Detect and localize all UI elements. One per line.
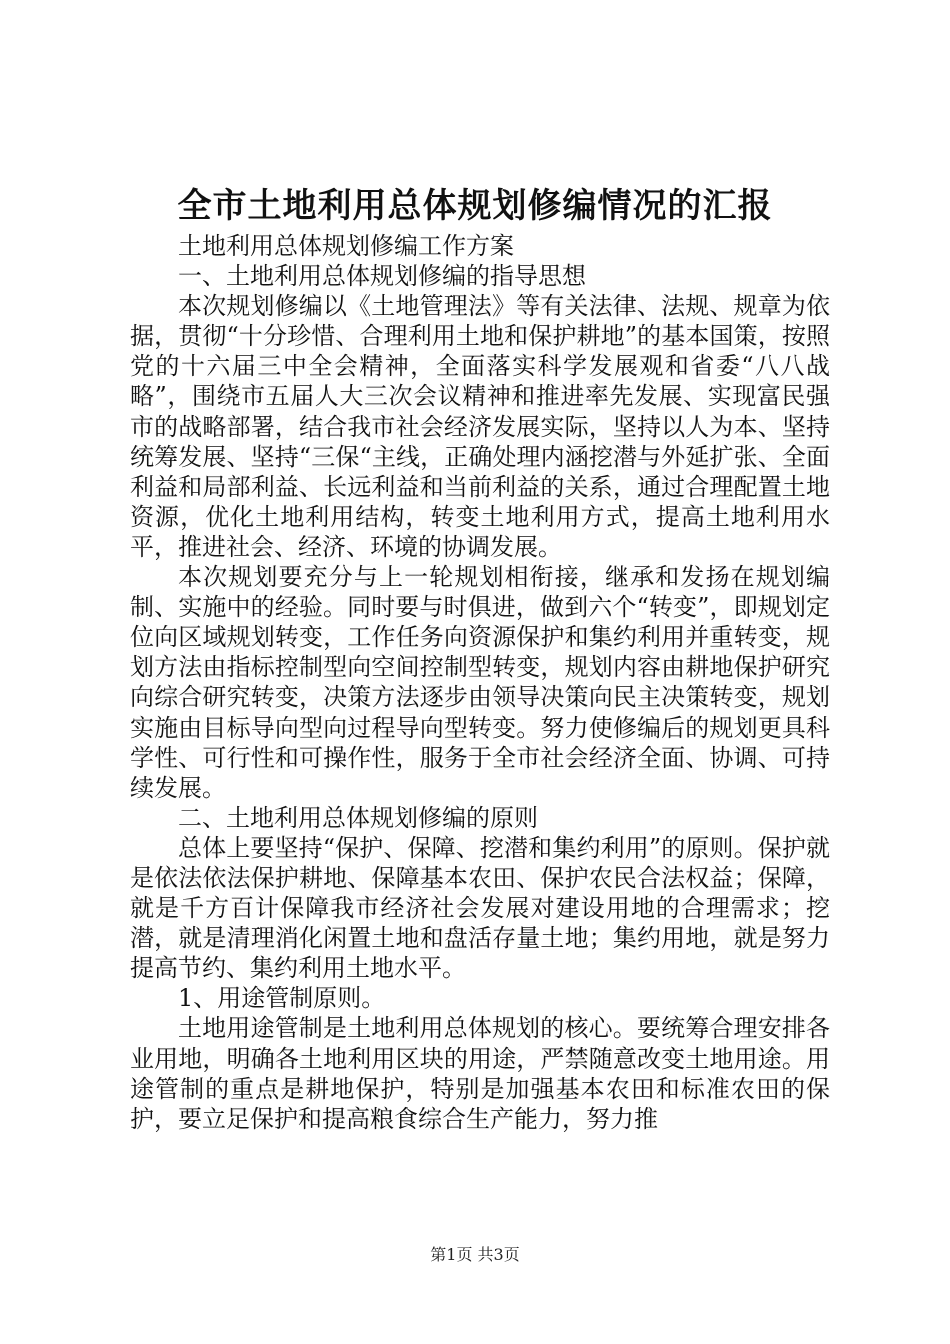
subsection-heading-use-control: 1、用途管制原则。 <box>178 984 386 1013</box>
paragraph: 土地用途管制是土地利用总体规划的核心。要统筹合理安排各业用地，明确各土地利用区块的用途，严禁随意改变土地用途。用途管制的重点是耕地保护，特别是加强基本农田和标准农田的保护，要立足保护和提高粮食综合生产能力，努力推 <box>130 1014 830 1133</box>
paragraph-plan-name: 土地利用总体规划修编工作方案 <box>178 232 514 260</box>
paragraph: 总体上要坚持“保护、保障、挖潜和集约利用”的原则。保护就是依法依法保护耕地、保障基本农田、保护农民合法权益；保障，就是千方百计保障我市经济社会发展对建设用地的合理需求；挖潜，就是清理消化闲置土地和盘活存量土地；集约用地，就是努力提高节约、集约利用土地水平。 <box>130 833 830 983</box>
paragraph: 本次规划修编以《土地管理法》等有关法律、法规、规章为依据，贯彻“十分珍惜、合理利用土地和保护耕地”的基本国策，按照党的十六届三中全会精神，全面落实科学发展观和省委“八八战略”，围绕市五届人大三次会议精神和推进率先发展、实现富民强市的战略部署，结合我市社会经济发展实际，坚持以人为本、坚持统筹发展、坚持“三保“主线，正确处理内涵挖潜与外延扩张、全面利益和局部利益、长远利益和当前利益的关系，通过合理配置土地资源，优化土地利用结构，转变土地利用方式，提高土地利用水平，推进社会、经济、环境的协调发展。 <box>130 292 830 561</box>
paragraph: 本次规划要充分与上一轮规划相衔接，继承和发扬在规划编制、实施中的经验。同时要与时俱进，做到六个“转变”，即规划定位向区域规划转变，工作任务向资源保护和集约利用并重转变，规划方法由指标控制型向空间控制型转变，规划内容由耕地保护研究向综合研究转变，决策方法逐步由领导决策向民主决策转变，规划实施由目标导向型向过程导向型转变。努力使修编后的规划更具科学性、可行性和可操作性，服务于全市社会经济全面、协调、可持续发展。 <box>130 563 830 802</box>
document-body <box>130 231 830 1134</box>
page-number-footer: 第1页 共3页 <box>430 1245 520 1264</box>
section-heading-guiding-ideology: 一、土地利用总体规划修编的指导思想 <box>178 262 586 291</box>
section-heading-principles: 二、土地利用总体规划修编的原则 <box>178 803 538 832</box>
document-title: 全市土地利用总体规划修编情况的汇报 <box>177 186 773 226</box>
